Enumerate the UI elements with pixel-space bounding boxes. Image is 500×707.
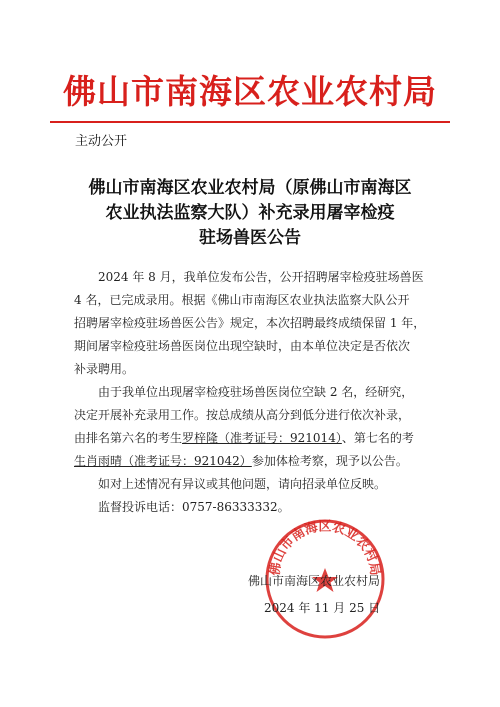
- paragraph-2-line-2: 决定开展补充录用工作。按总成绩从高分到低分进行依次补录，: [74, 408, 411, 422]
- disclosure-label: 主动公开: [75, 134, 128, 149]
- document-body: [74, 266, 426, 519]
- paragraph-2-line-4: [74, 450, 426, 473]
- red-divider: [50, 121, 450, 123]
- paragraph-1-line-5: 补录聘用。: [74, 362, 135, 376]
- title-line-2: 农业执法监察大队）补充录用屠宰检疫: [105, 203, 395, 223]
- paragraph-1-line-2: 4 名，已完成录用。根据《佛山市南海区农业执法监察大队公开: [74, 293, 410, 307]
- candidate-1: 罗梓隆（准考证号：921014）: [182, 431, 342, 445]
- seal-text: 佛山市南海区农业农村局: [267, 519, 383, 577]
- paragraph-2-line-3: [74, 427, 426, 450]
- paragraph-1-line-1: 2024 年 8 月，我单位发布公告，公开招聘屠宰检疫驻场兽医: [98, 270, 424, 284]
- candidate-2: 生肖雨晴（准考证号：921042）: [74, 454, 252, 468]
- document-title: [50, 176, 450, 251]
- paragraph-3: 如对上述情况有异议或其他问题，请向招录单位反映。: [98, 477, 387, 491]
- paragraph-1-line-4: 期间屠宰检疫驻场兽医岗位出现空缺时，由本单位决定是否依次: [74, 339, 411, 353]
- text-segment: 、第七名的考: [341, 431, 414, 445]
- signature-date: 2024 年 11 月 25 日: [264, 601, 381, 615]
- org-banner: 佛山市南海区农业农村局: [63, 72, 437, 111]
- title-line-3: 驻场兽医公告: [199, 228, 301, 248]
- paragraph-1-line-3: 招聘屠宰检疫驻场兽医公告》规定，本次招聘最终成绩保留 1 年，: [74, 316, 426, 330]
- signature-org: 佛山市南海区农业农村局: [248, 574, 381, 588]
- title-line-1: 佛山市南海区农业农村局（原佛山市南海区: [88, 178, 412, 198]
- paragraph-2-line-1: 由于我单位出现屠宰检疫驻场兽医岗位空缺 2 名，经研究，: [98, 385, 414, 399]
- text-segment: 参加体检考察，现予以公告。: [251, 454, 408, 468]
- complaint-phone: 监督投诉电话：0757-86333332。: [98, 500, 290, 514]
- text-segment: 由排名第六名的考生: [74, 431, 183, 445]
